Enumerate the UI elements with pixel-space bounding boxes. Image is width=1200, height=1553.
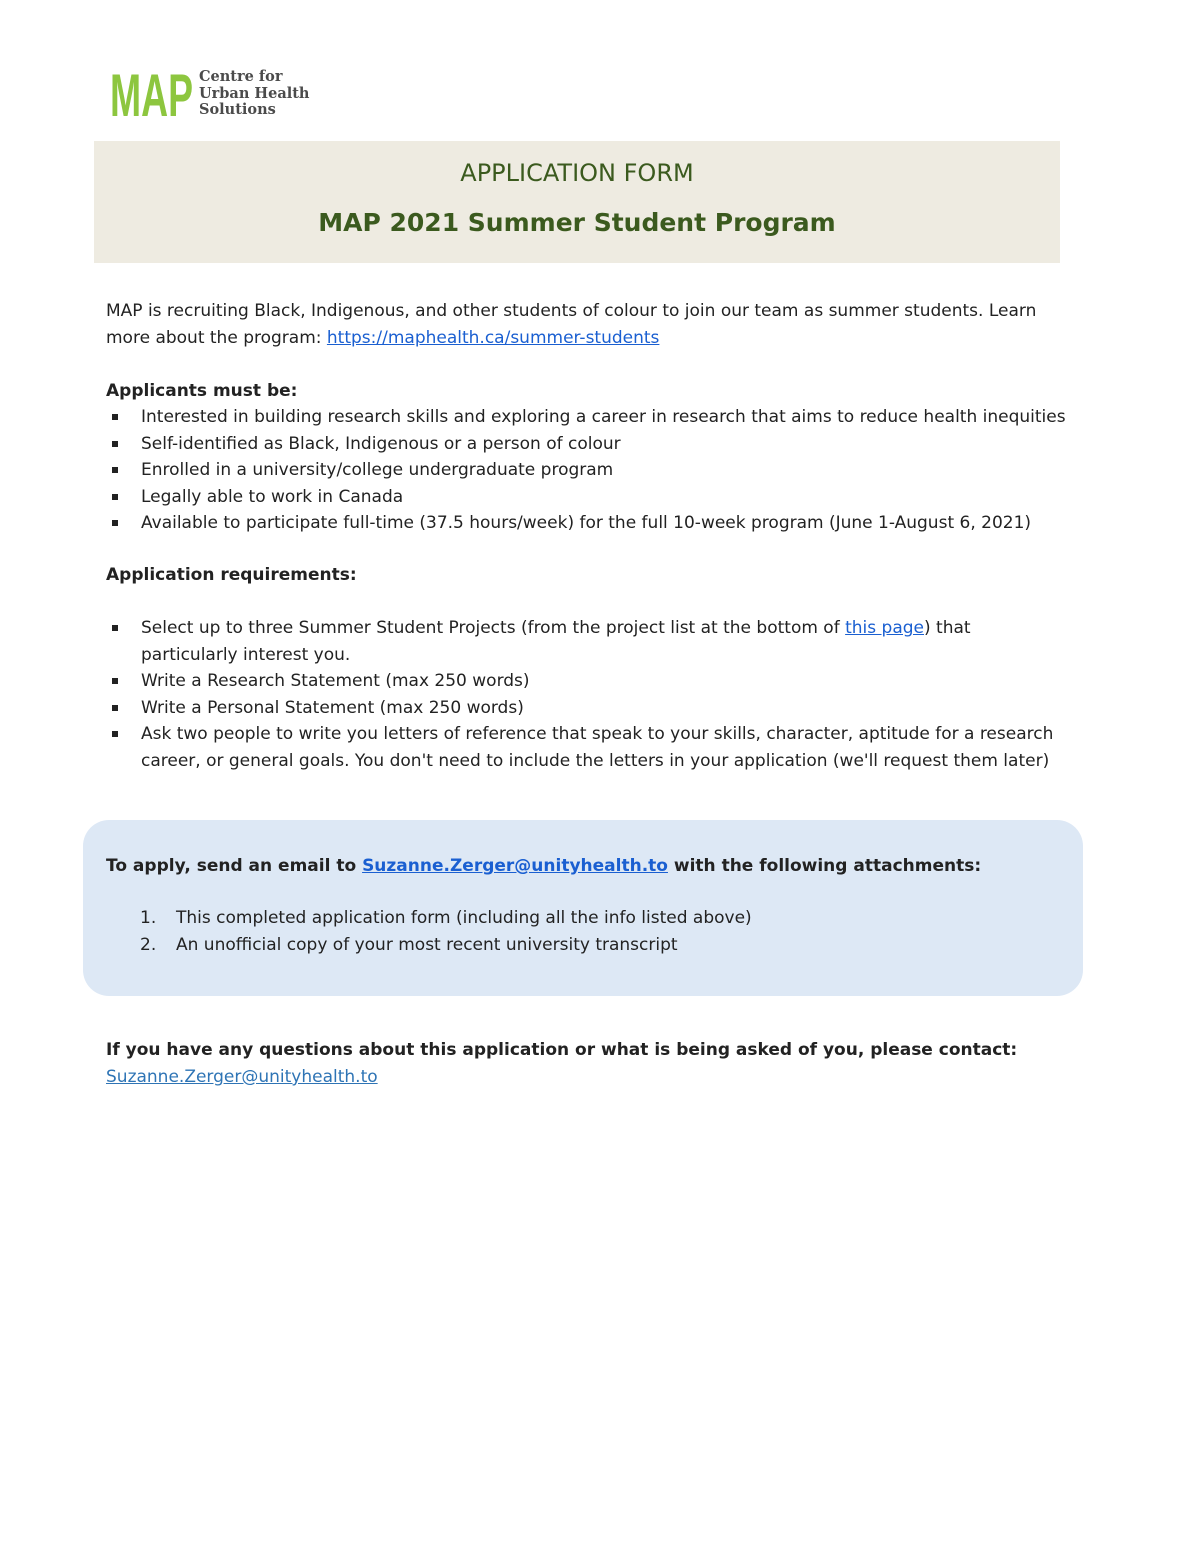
list-item-text: Write a Research Statement (max 250 words): [141, 671, 530, 691]
list-item-text: Interested in building research skills and exploring a career in research that aims to reduce health inequities: [141, 407, 1066, 427]
bullet-icon: [112, 441, 118, 447]
bullet-icon: [112, 625, 118, 631]
list-item: [108, 905, 752, 932]
logo-line-3: Solutions: [199, 101, 276, 118]
contact-question: If you have any questions about this application or what is being asked of you, please contact:: [106, 1040, 1018, 1060]
list-item-text: Self-identified as Black, Indigenous or a person of colour: [141, 433, 621, 454]
intro-prefix: more about the program:: [106, 328, 327, 348]
bullet-icon: [112, 678, 118, 684]
bullet-icon: [112, 731, 118, 737]
list-item: [108, 668, 1053, 695]
page-subtitle: MAP 2021 Summer Student Program: [318, 208, 836, 237]
list-item: [108, 615, 1053, 642]
list-item-text: Legally able to work in Canada: [141, 486, 404, 507]
list-item-text: An unofficial copy of your most recent university transcript: [176, 934, 678, 955]
applicants-list: [108, 404, 1066, 537]
list-item-continuation: [108, 642, 1053, 669]
this-page-link[interactable]: this page: [845, 618, 924, 638]
logo-line-1: Centre for: [199, 68, 283, 85]
list-item-text: Enrolled in a university/college undergraduate program: [141, 460, 614, 480]
program-link[interactable]: https://maphealth.ca/summer-students: [326, 328, 660, 348]
list-item: [108, 721, 1053, 748]
list-item: [108, 457, 1066, 484]
apply-instructions: [106, 853, 981, 880]
apply-prefix: To apply, send an email to: [106, 856, 363, 876]
list-item: [108, 431, 1066, 458]
list-item: [108, 484, 1066, 511]
bullet-icon: [112, 414, 118, 420]
logo-mark-text: MAP: [110, 68, 193, 118]
list-item-text: career, or general goals. You don't need to include the letters in your application (we'll request them later): [141, 750, 1050, 771]
list-item: [108, 404, 1066, 431]
logo-line-2: Urban Health: [199, 84, 310, 102]
bullet-icon: [112, 467, 118, 473]
list-item-text: Write a Personal Statement (max 250 words): [141, 697, 524, 718]
list-item: [108, 510, 1066, 537]
intro-line-1: MAP is recruiting Black, Indigenous, and other students of colour to join our team as summer students. Learn: [106, 301, 1037, 321]
list-item-text: This completed application form (including all the info listed above): [176, 908, 752, 928]
apply-email-link[interactable]: Suzanne.Zerger@unityhealth.to: [362, 856, 668, 876]
logo-wordmark: [199, 69, 309, 119]
map-logo: [110, 68, 309, 120]
list-number: 2.: [140, 934, 157, 955]
list-item-continuation: [108, 748, 1053, 775]
requirements-list: [108, 615, 1053, 774]
apply-suffix: with the following attachments:: [667, 856, 982, 876]
list-item-text: ) that: [924, 618, 971, 638]
bullet-icon: [112, 520, 118, 526]
attachments-list: [108, 905, 752, 958]
title-banner: [94, 141, 1060, 263]
list-item-text: Available to participate full-time (37.5 hours/week) for the full 10-week program (June 1-August 6, 2021): [141, 513, 1032, 533]
list-item-text: particularly interest you.: [141, 644, 351, 665]
list-item-text: Ask two people to write you letters of reference that speak to your skills, character, aptitude for a research: [141, 724, 1054, 744]
bullet-icon: [112, 705, 118, 711]
intro-line-2: [106, 325, 659, 352]
requirements-heading: Application requirements:: [106, 565, 357, 585]
applicants-heading: Applicants must be:: [106, 381, 298, 401]
contact-email-link[interactable]: Suzanne.Zerger@unityhealth.to: [106, 1067, 378, 1087]
list-item: [108, 932, 752, 959]
list-item-text: Select up to three Summer Student Projects (from the project list at the bottom of: [141, 618, 846, 638]
map-logo-mark: [110, 68, 194, 118]
list-item: [108, 695, 1053, 722]
bullet-icon: [112, 494, 118, 500]
list-number: 1.: [140, 908, 157, 928]
contact-email-line: [106, 1064, 378, 1091]
page-title: APPLICATION FORM: [460, 159, 694, 187]
